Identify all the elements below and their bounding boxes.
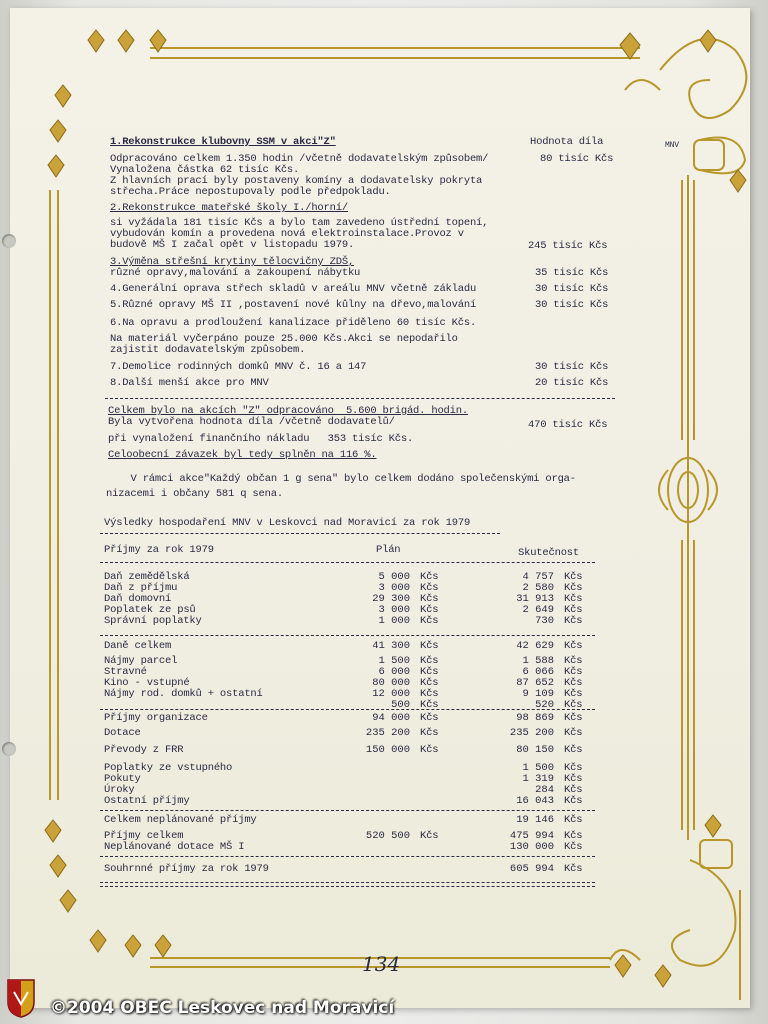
s1-line3: Z hlavních prací byly postaveny komíny a dodavatelsky pokryta [110, 175, 483, 187]
table-row-label: Daň z příjmu [104, 582, 178, 594]
table-row-actual-unit: Kčs [564, 677, 583, 689]
summary-para1: V rámci akce"Každý občan 1 g sena" bylo celkem dodáno společenskými orga- [100, 473, 576, 485]
table-row-actual: 98 869 [516, 712, 554, 724]
table-row-actual-unit: Kčs [564, 795, 583, 807]
table-row-plan: 235 200 [365, 727, 410, 739]
s8-line: 8.Další menší akce pro MNV [110, 377, 269, 389]
copyright-caption: ©2004 OBEC Leskovec nad Moravicí [50, 998, 395, 1018]
table-row-label: Nájmy parcel [104, 655, 178, 667]
col-actual-header: Skutečnost [518, 547, 580, 559]
table-row-plan-unit: Kčs [420, 712, 439, 724]
table-row-actual: 284 [535, 784, 554, 796]
table-row-label: Daň domovní [104, 593, 172, 605]
s1-mnv: MNV [665, 141, 679, 150]
table-row-actual: 4 757 [522, 571, 554, 583]
table-row-actual: 605 994 [509, 863, 554, 875]
table-row-actual-unit: Kčs [564, 863, 583, 875]
table-row-plan: 3 000 [378, 604, 410, 616]
table-row-label: Nájmy rod. domků + ostatní [104, 688, 263, 700]
table-row-actual-unit: Kčs [564, 666, 583, 678]
table-row-actual: 19 146 [516, 814, 554, 826]
table-row-label: Poplatky ze vstupného [104, 762, 233, 774]
table-row-label: Celkem neplánované příjmy [104, 814, 257, 826]
table-row-plan-unit: Kčs [420, 699, 439, 711]
table-row-label: Poplatek ze psů [104, 604, 196, 616]
table-row-plan: 5 000 [378, 571, 410, 583]
table-row-actual: 730 [535, 615, 554, 627]
table-row-plan-unit: Kčs [420, 615, 439, 627]
summary-line3: při vynaložení finančního nákladu 353 tisíc Kčs. [108, 433, 414, 445]
table-row-actual: 1 588 [522, 655, 554, 667]
s6-line: 6.Na opravu a prodloužení kanalizace přiděleno 60 tisíc Kčs. [110, 317, 477, 329]
s1-line1: Odpracováno celkem 1.350 hodin /včetně dodavatelským způsobem/ [110, 153, 489, 165]
table-row-actual-unit: Kčs [564, 688, 583, 700]
s1-line1-value: 80 tisíc Kčs [540, 153, 614, 165]
table-row-plan-unit: Kčs [420, 593, 439, 605]
s6-line2: zajistit dodavatelským způsobem. [110, 344, 306, 356]
table-row-label: Příjmy celkem [104, 830, 184, 842]
table-title: Výsledky hospodaření MNV v Leskovci nad Moravicí za rok 1979 [104, 517, 471, 529]
table-row-actual-unit: Kčs [564, 830, 583, 842]
summary-line4: Celoobecní závazek byl tedy splněn na 116 %. [108, 449, 377, 461]
table-row-plan: 3 000 [378, 582, 410, 594]
table-row-plan: 6 000 [378, 666, 410, 678]
table-row-plan: 12 000 [372, 688, 410, 700]
col-plan-header: Plán [376, 544, 401, 556]
table-row-actual-unit: Kčs [564, 727, 583, 739]
table-row-plan: 520 500 [365, 830, 410, 842]
double-separator [100, 882, 595, 887]
table-row-plan-unit: Kčs [420, 655, 439, 667]
table-row-actual-unit: Kčs [564, 655, 583, 667]
table-row-plan-unit: Kčs [420, 640, 439, 652]
table-row-actual-unit: Kčs [564, 582, 583, 594]
summary-para2: nizacemi i občany 581 q sena. [106, 488, 283, 500]
s4-line: 4.Generální oprava střech skladů v areálu MNV včetně základu [110, 283, 477, 295]
table-row-plan-unit: Kčs [420, 677, 439, 689]
table-row-actual: 80 150 [516, 744, 554, 756]
table-row-actual: 1 500 [522, 762, 554, 774]
table-row-actual: 1 319 [522, 773, 554, 785]
table-row-actual-unit: Kčs [564, 762, 583, 774]
table-row-actual-unit: Kčs [564, 744, 583, 756]
table-row-actual: 2 580 [522, 582, 554, 594]
table-row-actual-unit: Kčs [564, 784, 583, 796]
table-row-label: Pokuty [104, 773, 141, 785]
table-row-actual: 31 913 [516, 593, 554, 605]
table-row-label: Úroky [104, 784, 135, 796]
page-number: 134 [362, 952, 401, 976]
table-row-actual: 475 994 [509, 830, 554, 842]
table-row-label: Kino - vstupné [104, 677, 190, 689]
separator [100, 562, 595, 563]
s3-value: 35 tisíc Kčs [535, 267, 609, 279]
table-row-plan-unit: Kčs [420, 688, 439, 700]
table-row-actual: 520 [535, 699, 554, 711]
s1-line2: Vynaložena částka 62 tisíc Kčs. [110, 164, 300, 176]
s8-value: 20 tisíc Kčs [535, 377, 609, 389]
table-row-actual: 87 652 [516, 677, 554, 689]
s7-value: 30 tisíc Kčs [535, 361, 609, 373]
separator [100, 856, 595, 857]
table-row-plan-unit: Kčs [420, 830, 439, 842]
table-row-actual: 6 066 [522, 666, 554, 678]
table-row-plan: 1 500 [378, 655, 410, 667]
col-label-header: Příjmy za rok 1979 [104, 544, 214, 556]
table-row-plan: 150 000 [365, 744, 410, 756]
s4-value: 30 tisíc Kčs [535, 283, 609, 295]
separator [100, 533, 500, 534]
table-row-plan-unit: Kčs [420, 604, 439, 616]
table-row-plan: 1 000 [378, 615, 410, 627]
table-row-actual-unit: Kčs [564, 571, 583, 583]
summary-line2: Byla vytvořena hodnota díla /včetně dodavatelů/ [108, 416, 395, 428]
table-row-plan: 94 000 [372, 712, 410, 724]
table-row-label: Daň zemědělská [104, 571, 190, 583]
table-row-label: Příjmy organizace [104, 712, 208, 724]
summary-line2-value: 470 tisíc Kčs [528, 419, 608, 431]
s3-title: 3.Výměna střešní krytiny tělocvičny ZDŠ, [110, 256, 355, 268]
table-row-actual: 130 000 [509, 841, 554, 853]
s5-line: 5.Různé opravy MŠ II ,postavení nové kůlny na dřevo,malování [110, 299, 477, 311]
table-row-label: Dotace [104, 727, 141, 739]
separator [105, 398, 615, 399]
s2-line1: si vyžádala 181 tisíc Kčs a bylo tam zavedeno ústřední topení, [110, 217, 489, 229]
separator [100, 709, 595, 710]
s1-title: 1.Rekonstrukce klubovny SSM v akci"Z" [110, 136, 336, 148]
table-row-actual-unit: Kčs [564, 615, 583, 627]
table-row-actual-unit: Kčs [564, 640, 583, 652]
s2-value: 245 tisíc Kčs [528, 240, 608, 252]
s3-line1: různé opravy,malování a zakoupení nábytku [110, 267, 361, 279]
separator [100, 635, 595, 636]
table-row-plan-unit: Kčs [420, 666, 439, 678]
table-row-plan: 80 000 [372, 677, 410, 689]
table-row-plan-unit: Kčs [420, 582, 439, 594]
s2-line3: budově MŠ I začal opět v listopadu 1979. [110, 239, 355, 251]
summary-line1: Celkem bylo na akcích "Z" odpracováno 5.600 brigád. hodin. [108, 405, 468, 417]
table-row-plan: 29 300 [372, 593, 410, 605]
s2-title: 2.Rekonstrukce mateřské školy I./horní/ [110, 202, 348, 214]
table-row-label: Stravné [104, 666, 147, 678]
table-row-actual: 235 200 [509, 727, 554, 739]
table-row-plan-unit: Kčs [420, 727, 439, 739]
table-row-actual: 2 649 [522, 604, 554, 616]
s5-value: 30 tisíc Kčs [535, 299, 609, 311]
table-row-plan-unit: Kčs [420, 744, 439, 756]
table-row-actual-unit: Kčs [564, 593, 583, 605]
table-row-plan-unit: Kčs [420, 571, 439, 583]
table-row-actual-unit: Kčs [564, 841, 583, 853]
table-row-plan: 41 300 [372, 640, 410, 652]
table-row-plan: 500 [391, 699, 410, 711]
table-row-actual-unit: Kčs [564, 604, 583, 616]
coat-of-arms-icon [6, 978, 36, 1018]
table-row-label: Správní poplatky [104, 615, 202, 627]
s2-line2: vybudován komín a provedena nová elektroinstalace.Provoz v [110, 228, 464, 240]
table-row-label: Převody z FRR [104, 744, 184, 756]
table-row-actual-unit: Kčs [564, 814, 583, 826]
s7-line: 7.Demolice rodinných domků MNV č. 16 a 147 [110, 361, 367, 373]
table-row-actual-unit: Kčs [564, 773, 583, 785]
table-row-label: Daně celkem [104, 640, 172, 652]
table-row-actual: 42 629 [516, 640, 554, 652]
s1-value-label: Hodnota díla [530, 136, 604, 148]
table-row-label: Neplánované dotace MŠ I [104, 841, 245, 853]
table-row-label: Ostatní příjmy [104, 795, 190, 807]
table-row-actual-unit: Kčs [564, 712, 583, 724]
table-row-label: Souhrnné příjmy za rok 1979 [104, 863, 269, 875]
separator [100, 810, 595, 811]
s1-line4: střecha.Práce nepostupovaly podle předpokladu. [110, 186, 391, 198]
table-row-actual-unit: Kčs [564, 699, 583, 711]
table-row-actual: 16 043 [516, 795, 554, 807]
table-row-actual: 9 109 [522, 688, 554, 700]
s6-line1: Na materiál vyčerpáno pouze 25.000 Kčs.Akci se nepodařilo [110, 333, 458, 345]
